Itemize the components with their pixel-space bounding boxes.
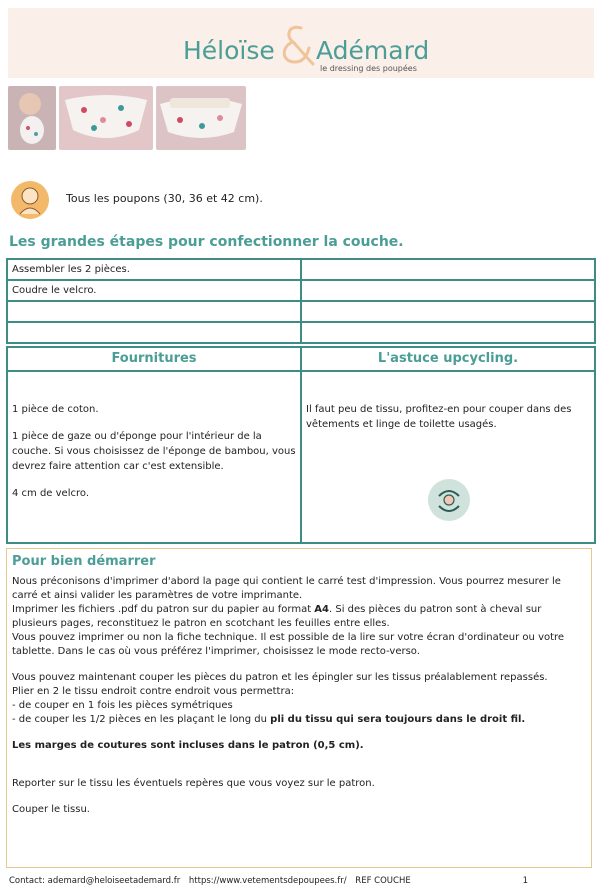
supply-item: 1 pièce de coton. [12,404,99,415]
photo-diaper-front [59,86,153,150]
ampersand-logo-icon [271,22,319,70]
paragraph: - de couper en 1 fois les pièces symétriques [12,700,233,711]
recycle-hands-icon [427,478,471,522]
table-cell [301,259,595,280]
grain-emphasis: qui sera toujours dans le droit fil. [332,714,526,725]
table-cell: Assembler les 2 pièces. [7,259,301,280]
text-run: . Si des pièces du patron sont à cheval sur plusieurs pages, reconstituez le patron en scotchant les feuilles entre elles. [12,604,542,629]
paragraph [12,603,586,631]
brand-logo [183,20,433,73]
brand-name-right: Adémard [316,36,430,65]
text-run: - de couper les 1/2 pièces en les plaçant le long du [12,714,271,725]
baby-doll-icon [10,180,50,220]
paragraph: Plier en 2 le tissu endroit contre endroit vous permettra: [12,686,295,697]
paragraph: Nous préconisons d'imprimer d'abord la page qui contient le carré test d'impression. Vous pourrez mesurer le carré et ainsi valider les paramètres de votre imprimante. [12,576,561,601]
getting-started-body [12,575,586,817]
paragraph: Vous pouvez maintenant couper les pièces du patron et les épingler sur les tissus préalablement repassés. [12,672,548,683]
fold-emphasis: pli du tissu [270,714,333,725]
page-number: 1 [522,876,528,886]
steps-table [6,258,596,344]
photo-diaper-open [156,86,246,150]
table-cell [301,301,595,322]
text-run: Imprimer les fichiers .pdf du patron sur du papier au format [12,604,315,615]
brand-name-left: Héloïse [183,36,275,65]
header-banner [8,8,594,78]
table-cell [301,280,595,301]
supply-item: 1 pièce de gaze ou d'éponge pour l'intérieur de la couche. Si vous choisissez de l'éponge de bambou, vous devrez faire attention car c'est extensible. [12,431,296,472]
footer [9,876,594,886]
supplies-title: Fournitures [8,348,300,372]
table-cell [7,301,301,322]
age-range-text: Tous les poupons (30, 36 et 42 cm). [66,192,263,205]
footer-contact[interactable]: Contact: ademard@heloiseetademard.fr [9,876,181,886]
footer-ref: REF COUCHE [355,876,411,886]
upcycling-text: Il faut peu de tissu, profitez-en pour couper dans des vêtements et linge de toilette usagés. [306,404,572,430]
upcycling-column [302,348,594,542]
supplies-box [6,346,596,544]
table-cell [7,322,301,343]
footer-url[interactable]: https://www.vetementsdepoupees.fr/ [188,876,347,886]
table-cell: Coudre le velcro. [7,280,301,301]
supplies-list [8,372,300,517]
paragraph: Couper le tissu. [12,804,90,815]
table-row [7,259,595,280]
upcycling-title: L'astuce upcycling. [302,348,594,372]
getting-started-box [6,548,592,868]
age-section [10,180,590,220]
paragraph [12,713,586,727]
steps-title: Les grandes étapes pour confectionner la couche. [9,234,404,250]
table-cell [301,322,595,343]
supplies-column [8,348,302,542]
paragraph: Reporter sur le tissu les éventuels repères que vous voyez sur le patron. [12,778,375,789]
seam-allowance-note: Les marges de coutures sont incluses dans le patron (0,5 cm). [12,740,364,751]
paper-format: A4 [314,604,329,615]
getting-started-title: Pour bien démarrer [12,554,156,569]
table-row [7,280,595,301]
supply-item: 4 cm de velcro. [12,488,89,499]
table-row [7,301,595,322]
table-row [7,322,595,343]
photo-doll-in-diaper [8,86,56,150]
brand-tagline: le dressing des poupées [320,64,417,73]
paragraph: Vous pouvez imprimer ou non la fiche technique. Il est possible de la lire sur votre écran d'ordinateur ou votre tablette. Dans le cas où vous préférez l'imprimer, choisissez le mode recto-verso. [12,632,565,657]
